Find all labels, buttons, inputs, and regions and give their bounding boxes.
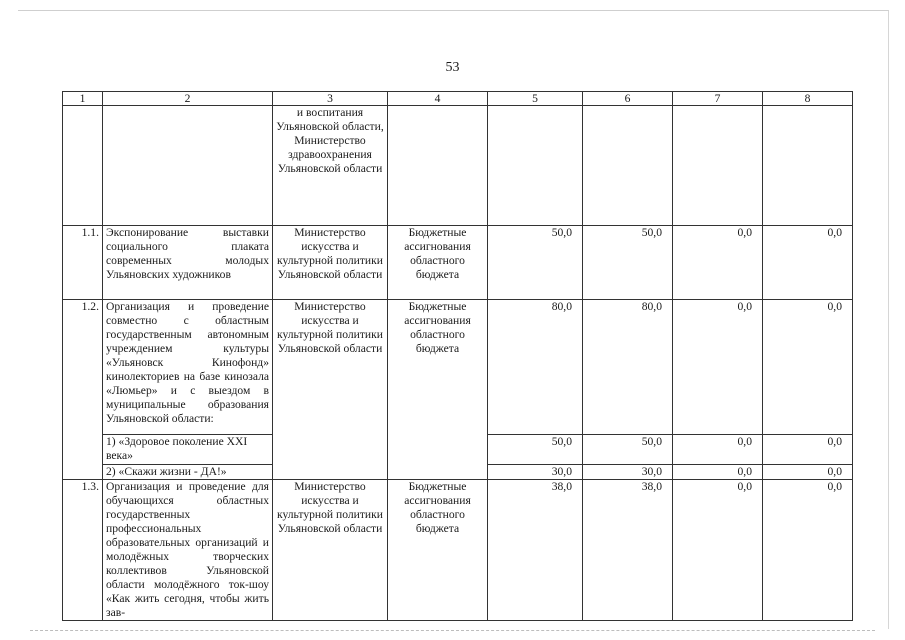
header-row (63, 92, 853, 106)
scan-edge-marks (30, 630, 875, 632)
row-value-5: 80,0 (488, 300, 583, 435)
row-value-8: 0,0 (763, 226, 853, 300)
row-value-5: 38,0 (488, 480, 583, 621)
header-col-7: 7 (673, 92, 763, 106)
row-value-7: 0,0 (673, 480, 763, 621)
row-value-7: 0,0 (673, 300, 763, 435)
row-value-8: 0,0 (763, 300, 853, 435)
table-row (63, 226, 853, 300)
header-col-6: 6 (583, 92, 673, 106)
page-number: 53 (445, 60, 460, 75)
table-row (63, 480, 853, 621)
subrow-name: 1) «Здоровое поколение XXI века» (103, 435, 273, 465)
row-number: 1.2. (63, 300, 103, 480)
row-value-7: 0,0 (673, 226, 763, 300)
subrow-value-5: 30,0 (488, 465, 583, 480)
header-col-2: 2 (103, 92, 273, 106)
row-number: 1.3. (63, 480, 103, 621)
row-source: Бюджетные ассигнования областного бюджета (388, 300, 488, 480)
row-source: Бюджетные ассигнования областного бюджета (388, 480, 488, 621)
row-executor: Министерство искусства и культурной политики Ульяновской области (273, 300, 388, 480)
table-row-continuation (63, 106, 853, 226)
row-name: Организация и проведение для обучающихся областных государственных профессиональных образовательных организаций и молодёжных творческих коллективов Ульяновской области молодёжного ток-шоу «Как жить сегодня, чтобы жить зав- (103, 480, 273, 621)
table-row (63, 300, 853, 435)
row-source: Бюджетные ассигнования областного бюджета (388, 226, 488, 300)
subrow-value-8: 0,0 (763, 435, 853, 465)
row-value-6: 38,0 (583, 480, 673, 621)
subrow-value-8: 0,0 (763, 465, 853, 480)
subrow-name: 2) «Скажи жизни - ДА!» (103, 465, 273, 480)
subrow-value-7: 0,0 (673, 435, 763, 465)
header-col-5: 5 (488, 92, 583, 106)
subrow-value-6: 50,0 (583, 435, 673, 465)
row-executor: Министерство искусства и культурной политики Ульяновской области (273, 226, 388, 300)
header-col-1: 1 (63, 92, 103, 106)
row-executor: Министерство искусства и культурной политики Ульяновской области (273, 480, 388, 621)
subrow-value-6: 30,0 (583, 465, 673, 480)
row-value-8: 0,0 (763, 480, 853, 621)
header-col-8: 8 (763, 92, 853, 106)
row-value-6: 80,0 (583, 300, 673, 435)
row-value-6: 50,0 (583, 226, 673, 300)
subrow-value-7: 0,0 (673, 465, 763, 480)
row-number: 1.1. (63, 226, 103, 300)
header-col-4: 4 (388, 92, 488, 106)
header-col-3: 3 (273, 92, 388, 106)
continuation-executor: и воспитания Ульяновской области, Министерство здравоохранения Ульяновской области (273, 106, 388, 226)
row-name: Экспонирование выставки социального плаката современных молодых Ульяновских художников (103, 226, 273, 300)
row-value-5: 50,0 (488, 226, 583, 300)
subrow-value-5: 50,0 (488, 435, 583, 465)
row-name: Организация и проведение совместно с областным государственным автономным учреждением культуры «Ульяновск Кинофонд» кинолекториев на базе кинозала «Люмьер» и с выездом в муниципальные образования Ульяновской области: (103, 300, 273, 435)
budget-table (62, 91, 853, 621)
